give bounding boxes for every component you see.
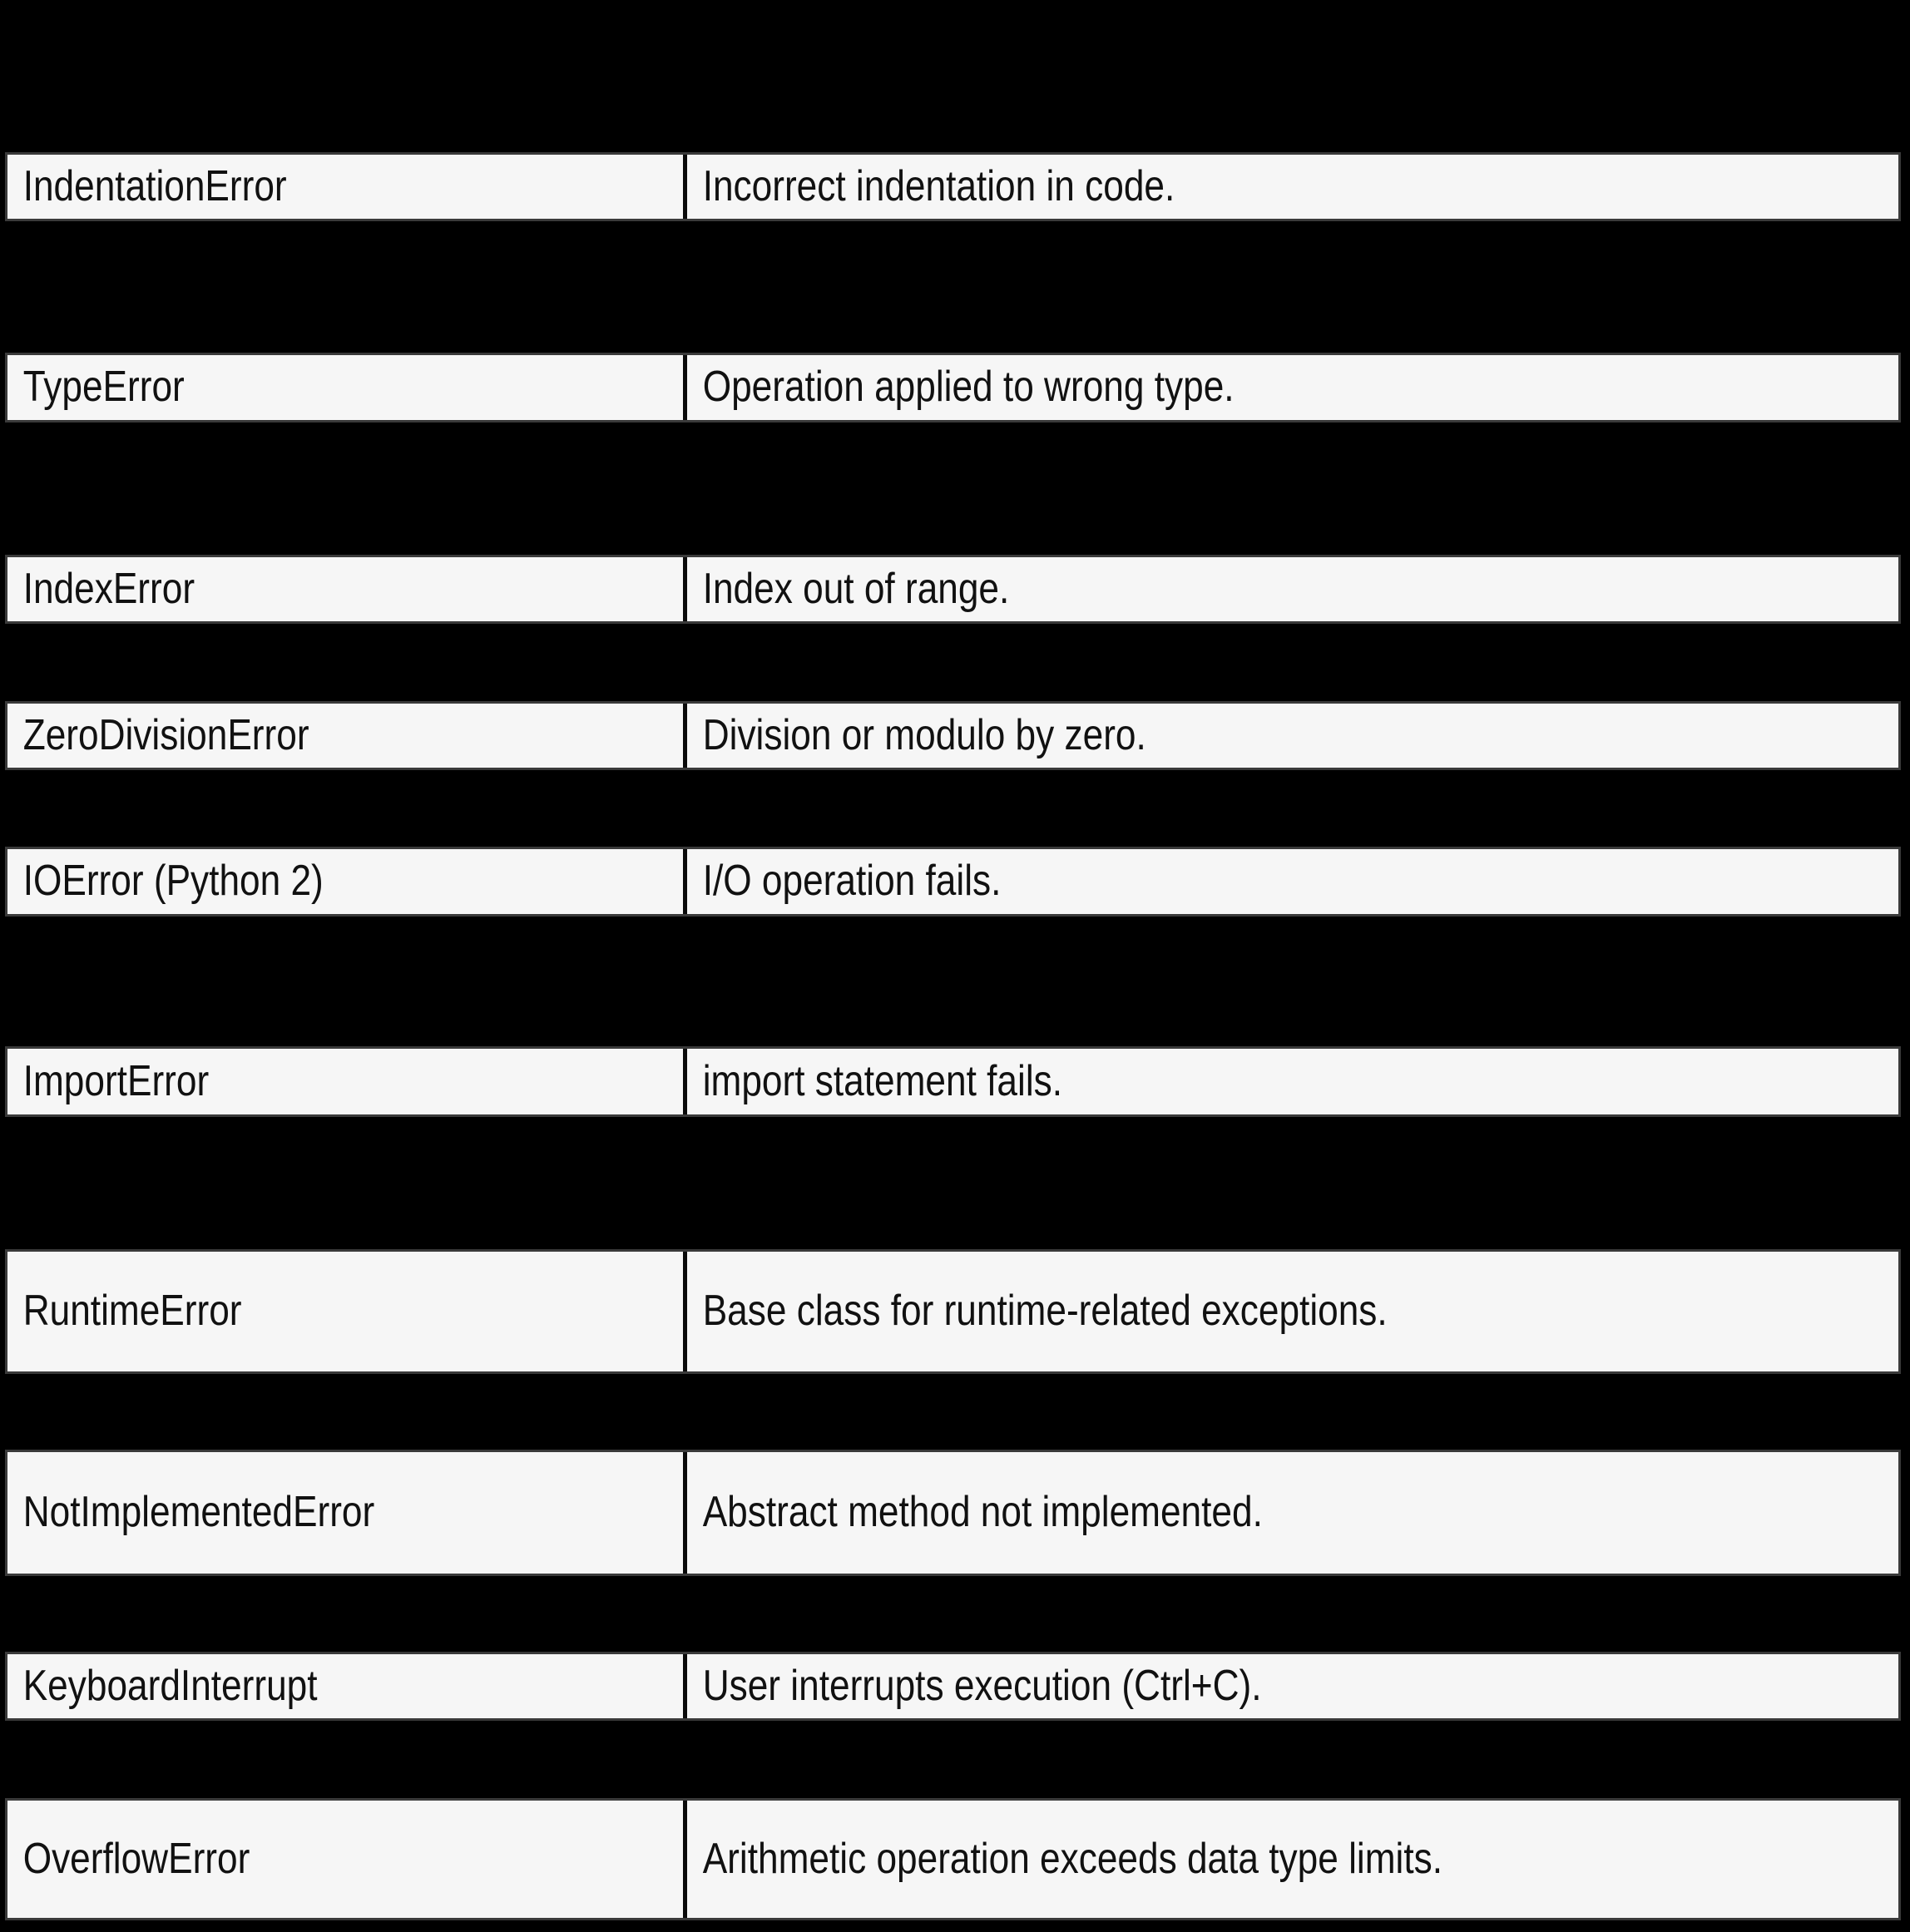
table-row: [5, 1249, 1901, 1374]
error-name: IOError (Python 2): [22, 857, 324, 906]
table-row: [5, 847, 1901, 917]
table-row: [5, 1450, 1901, 1576]
table-row: [5, 152, 1901, 221]
error-description: Base class for runtime-related exceptions.: [702, 1287, 1388, 1336]
error-description-cell: [683, 1654, 1898, 1718]
error-name: ImportError: [22, 1056, 210, 1105]
table-row: [5, 555, 1901, 624]
table-row: [5, 701, 1901, 770]
error-description: Incorrect indentation in code.: [702, 161, 1175, 210]
error-name-cell: [7, 1252, 683, 1371]
error-description-cell: [683, 1452, 1898, 1574]
error-description-cell: [683, 1801, 1898, 1918]
error-name-cell: [7, 1452, 683, 1574]
error-name: IndentationError: [22, 161, 287, 210]
error-description: import statement fails.: [702, 1056, 1063, 1105]
error-description: Index out of range.: [702, 564, 1010, 613]
error-name: KeyboardInterrupt: [22, 1661, 318, 1710]
error-name-cell: [7, 849, 683, 914]
error-name: NotImplementedError: [22, 1488, 375, 1537]
error-description: Operation applied to wrong type.: [702, 363, 1235, 412]
error-name: IndexError: [22, 564, 195, 613]
error-name-cell: [7, 155, 683, 219]
error-description: Arithmetic operation exceeds data type limits.: [702, 1834, 1443, 1883]
error-description-cell: [683, 1252, 1898, 1371]
error-description-cell: [683, 155, 1898, 219]
error-description: Division or modulo by zero.: [702, 710, 1146, 759]
error-description: I/O operation fails.: [702, 857, 1002, 906]
error-name-cell: [7, 355, 683, 420]
error-description-cell: [683, 704, 1898, 768]
error-name: TypeError: [22, 363, 185, 412]
error-name: OverflowError: [22, 1834, 250, 1883]
error-name-cell: [7, 704, 683, 768]
error-description-cell: [683, 849, 1898, 914]
error-description-cell: [683, 1049, 1898, 1114]
error-name-cell: [7, 1801, 683, 1918]
table-row: [5, 1652, 1901, 1721]
error-name-cell: [7, 1049, 683, 1114]
error-description-cell: [683, 355, 1898, 420]
error-name: ZeroDivisionError: [22, 710, 309, 759]
error-description: User interrupts execution (Ctrl+C).: [702, 1661, 1262, 1710]
error-name-cell: [7, 557, 683, 621]
error-name: RuntimeError: [22, 1287, 242, 1336]
table-row: [5, 353, 1901, 422]
error-name-cell: [7, 1654, 683, 1718]
error-description: Abstract method not implemented.: [702, 1488, 1263, 1537]
table-row: [5, 1798, 1901, 1920]
error-description-cell: [683, 557, 1898, 621]
table-row: [5, 1046, 1901, 1117]
